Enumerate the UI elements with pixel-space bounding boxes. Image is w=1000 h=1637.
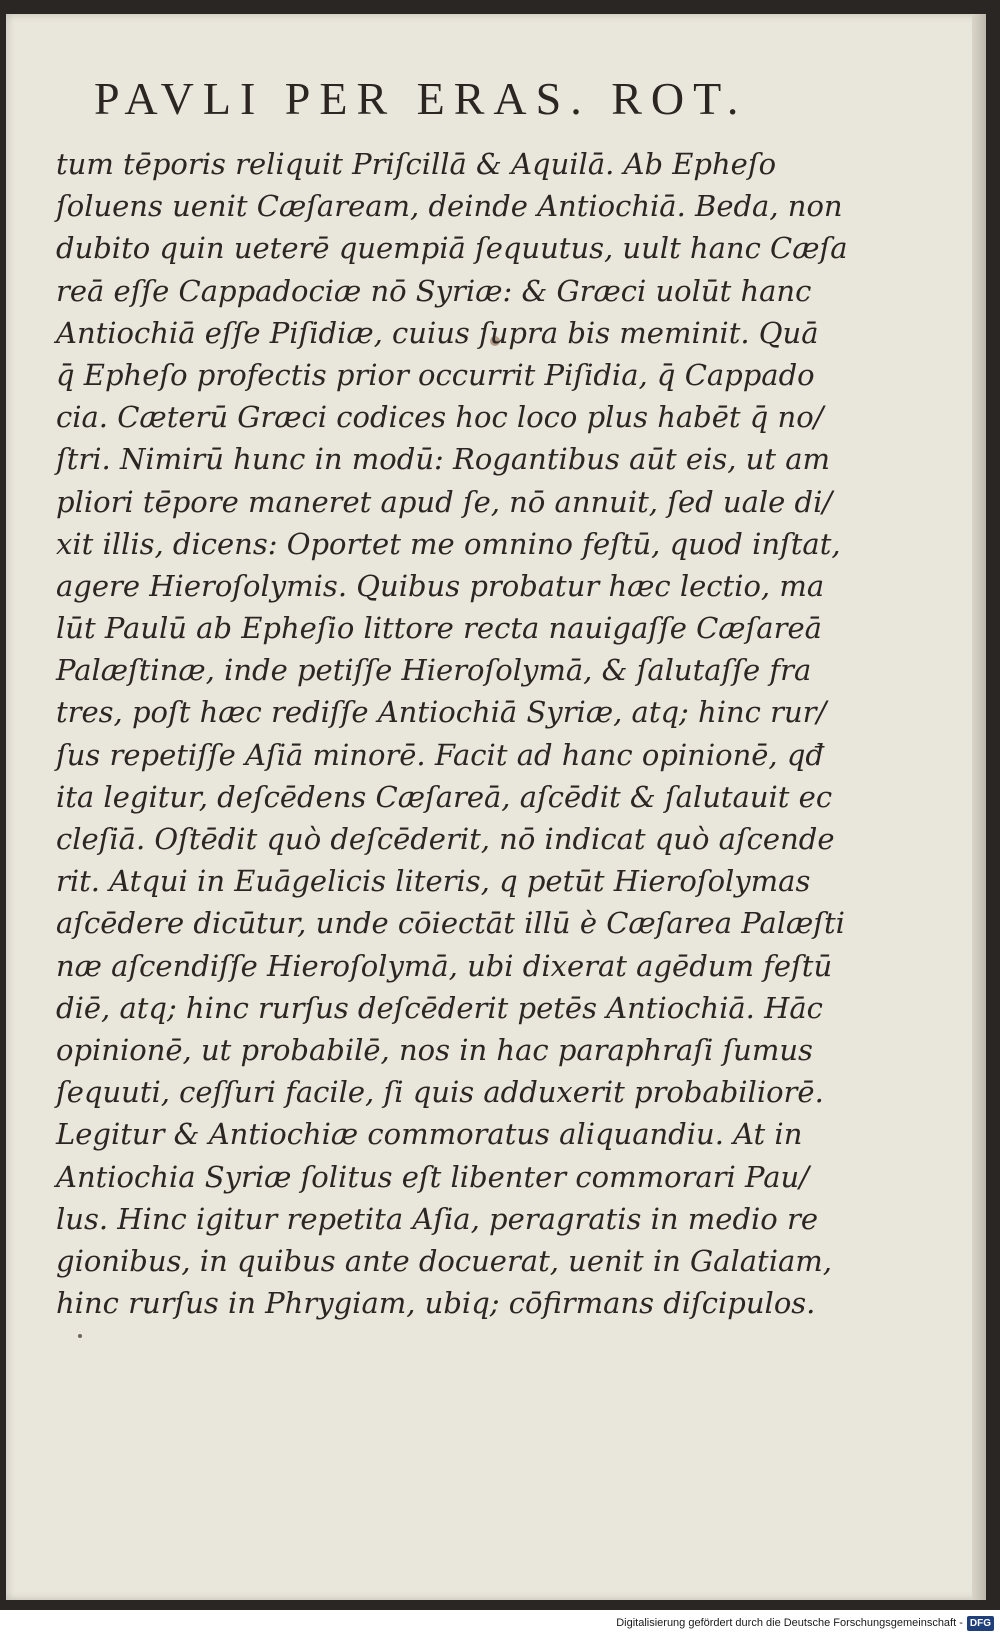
text-line: ſequuti, ceſſuri facile, ſi quis adduxerit probabiliorē. <box>56 1075 824 1110</box>
paper-speck <box>78 1334 82 1338</box>
page-gutter <box>972 14 986 1600</box>
text-line: pliori tēpore maneret apud ſe, nō annuit, ſed uale di/ <box>56 484 833 519</box>
text-line: cleſiā. Oſtēdit quò deſcēderit, nō indicat quò aſcende <box>56 822 835 856</box>
text-line: aſcēdere dicūtur, unde cōiectāt illū è Cæſarea Palæſti <box>56 906 845 941</box>
text-line: ſtri. Nimirū hunc in modū: Rogantibus aūt eis, ut am <box>56 442 831 477</box>
text-line: Palæſtinæ, inde petiſſe Hieroſolymā, & ſalutaſſe fra <box>56 653 812 688</box>
digitization-credit <box>616 1613 994 1633</box>
text-line: ita legitur, deſcēdens Cæſareā, aſcēdit & ſalutauit ec <box>56 779 833 814</box>
text-line: Antiochiā eſſe Piſidiæ, cuius ſupra bis meminit. Quā <box>56 315 819 350</box>
dfg-logo: DFG <box>967 1616 994 1631</box>
text-line: xit illis, dicens: Oportet me omnino feſtū, quod inſtat, <box>56 526 841 561</box>
text-line: tum tēporis reliquit Priſcillā & Aquilā. Ab Epheſo <box>56 147 777 181</box>
text-line: hinc rurſus in Phrygiam, ubiq; cōfirmans diſcipulos. <box>56 1286 816 1321</box>
text-line: lus. Hinc igitur repetita Aſia, peragratis in medio re <box>56 1201 819 1236</box>
text-line: cia. Cæterū Græci codices hoc loco plus habēt q̄ no/ <box>56 400 824 435</box>
text-line: q̄ Epheſo profectis prior occurrit Piſidia, q̄ Cappado <box>56 357 815 392</box>
text-line: reā eſſe Cappadociæ nō Syriæ: & Græci uolūt hanc <box>56 273 812 308</box>
text-line: opinionē, ut probabilē, nos in hac paraphraſi ſumus <box>56 1032 813 1067</box>
text-line: dubito quin ueterē quempiā ſequutus, uult hanc Cæſa <box>56 231 848 266</box>
credit-text: Digitalisierung gefördert durch die Deutsche Forschungsgemeinschaft - <box>616 1617 963 1629</box>
text-line: Antiochia Syriæ ſolitus eſt libenter commorari Pau/ <box>56 1159 809 1194</box>
running-header: PAVLI PER ERAS. ROT. <box>94 73 748 124</box>
body-text <box>56 143 848 1324</box>
text-line: gionibus, in quibus ante docuerat, uenit in Galatiam, <box>56 1243 832 1278</box>
text-line: tres, poſt hæc rediſſe Antiochiā Syriæ, atq; hinc rur/ <box>56 695 827 730</box>
text-line: ſoluens uenit Cæſaream, deinde Antiochiā. Beda, non <box>56 189 843 224</box>
text-line: ſus repetiſſe Aſiā minorē. Facit ad hanc opinionē, qđ <box>56 737 824 772</box>
text-line: diē, atq; hinc rurſus deſcēderit petēs Antiochiā. Hāc <box>56 990 823 1025</box>
text-line: næ aſcendiſſe Hieroſolymā, ubi dixerat agēdum feſtū <box>56 948 833 983</box>
text-line: lūt Paulū ab Epheſio littore recta nauigaſſe Cæſareā <box>56 611 822 646</box>
text-line: agere Hieroſolymis. Quibus probatur hæc lectio, ma <box>56 568 825 603</box>
text-line: Legitur & Antiochiæ commoratus aliquandiu. At in <box>56 1117 803 1152</box>
text-line: rit. Atqui in Euāgelicis literis, q petūt Hieroſolymas <box>56 864 811 899</box>
